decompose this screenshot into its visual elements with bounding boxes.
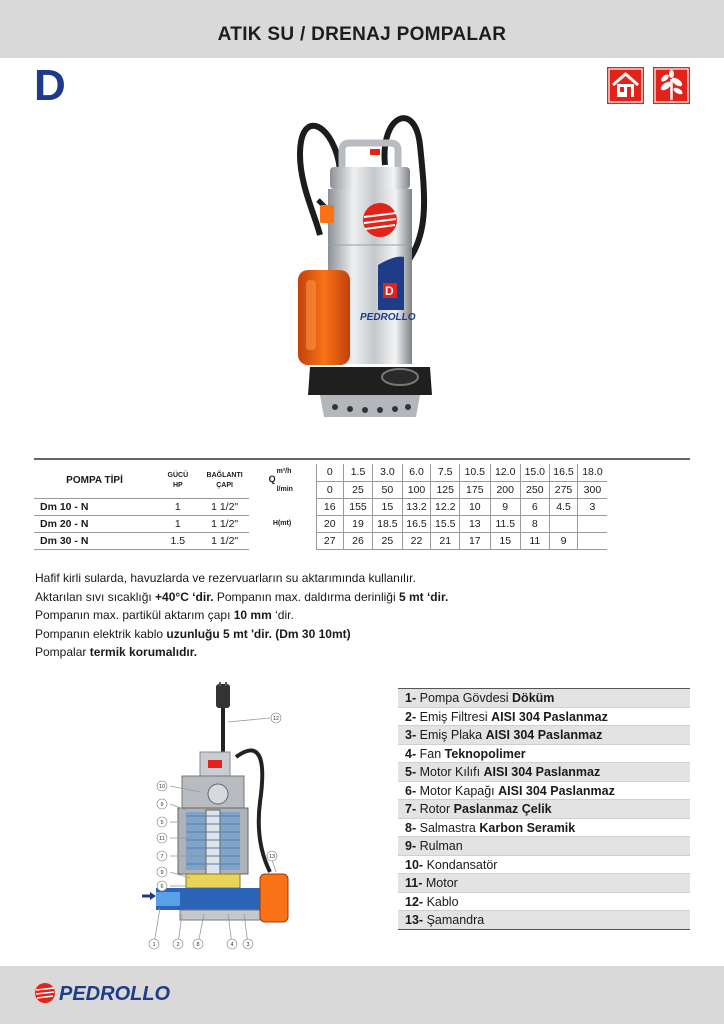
- hp-cell: 1: [155, 498, 201, 515]
- table-header-row-1: [34, 464, 690, 481]
- list-item: [398, 856, 690, 875]
- part-number: 3-: [405, 728, 417, 742]
- description-line: [35, 643, 695, 662]
- power-header-unit: HP: [172, 481, 183, 489]
- house-icon: [607, 67, 644, 104]
- part-material: Karbon Seramik: [479, 820, 576, 835]
- part-number: 11-: [405, 876, 423, 890]
- table-spacer-cell: [607, 498, 690, 515]
- flow-label: Q: [268, 474, 276, 484]
- part-number: 7-: [405, 802, 417, 816]
- callout-label: 4: [230, 942, 234, 948]
- part-material: Döküm: [512, 691, 555, 705]
- part-material: Paslanmaz Çelik: [453, 802, 552, 816]
- flow-header: [249, 464, 316, 498]
- table-top-rule: [34, 458, 690, 460]
- head-cell: 27: [316, 532, 343, 549]
- q-lmin-cell: 250: [520, 481, 549, 498]
- part-name: Rotor: [419, 802, 454, 816]
- q-lmin-cell: 175: [460, 481, 490, 498]
- description-line-text: Pompanın max. partikül aktarım çapı: [35, 608, 234, 622]
- part-number: 2-: [405, 709, 417, 724]
- head-cell: 6: [520, 498, 549, 515]
- hp-cell: 1: [155, 515, 201, 532]
- description-line-bold: 5 mt ‘dir.: [398, 589, 449, 604]
- part-number: 12-: [405, 894, 424, 909]
- callout-label: 6: [160, 884, 164, 890]
- head-cell: 15.5: [431, 515, 460, 532]
- head-cell: 25: [373, 532, 403, 549]
- part-material: AISI 304 Paslanmaz: [483, 765, 601, 779]
- badge-letter: D: [385, 284, 394, 298]
- connection-header: [201, 464, 249, 498]
- description-line-text: Hafif kirli sularda, havuzlarda ve rezervuarların su aktarımında kullanılır.: [35, 571, 416, 585]
- pedrollo-logo: [33, 978, 183, 1006]
- callout-label: 12: [272, 716, 280, 722]
- footer-brand-text: PEDROLLO: [59, 983, 171, 1005]
- callout-label: 10: [158, 784, 166, 790]
- part-number: 13-: [405, 913, 424, 927]
- list-item: [398, 911, 690, 930]
- list-item: [398, 893, 690, 912]
- table-spacer-cell: [607, 515, 690, 532]
- head-cell: 15: [490, 532, 520, 549]
- head-cell: 13.2: [402, 498, 431, 515]
- head-cell: 22: [402, 532, 431, 549]
- model-cell: Dm 30 - N: [34, 532, 155, 549]
- description-line-bold: uzunluğu 5 mt 'dir. (Dm 30 10mt): [166, 626, 351, 641]
- power-header: [155, 464, 201, 498]
- head-cell: 3: [578, 498, 607, 515]
- description-line-bold: 10 mm: [233, 608, 272, 622]
- list-item: [398, 800, 690, 819]
- part-name: Fan: [419, 746, 445, 761]
- q-m3h-cell: 16.5: [549, 464, 578, 481]
- q-lmin-cell: 200: [490, 481, 520, 498]
- part-material: AISI 304 Paslanmaz: [491, 709, 608, 724]
- part-name: Emiş Filtresi: [419, 709, 492, 724]
- connection-cell: 1 1/2": [201, 515, 249, 532]
- head-cell: 11: [520, 532, 549, 549]
- callout-label: 11: [159, 836, 165, 842]
- part-material: Teknopolimer: [444, 746, 526, 761]
- page-title: ATIK SU / DRENAJ POMPALAR: [217, 24, 507, 45]
- pump-product-image: [280, 105, 460, 430]
- q-m3h-cell: 3.0: [373, 464, 403, 481]
- part-name: Şamandra: [426, 913, 485, 927]
- q-lmin-cell: 275: [549, 481, 578, 498]
- head-cell: 13: [460, 515, 490, 532]
- q-lmin-cell: 100: [402, 481, 431, 498]
- part-name: Motor Kılıfı: [419, 765, 484, 779]
- head-label: H(mt): [272, 520, 292, 527]
- part-name: Motor: [425, 876, 458, 890]
- head-cell: [578, 532, 607, 549]
- description-line: [35, 625, 695, 644]
- q-lmin-cell: 25: [343, 481, 372, 498]
- table-row: [34, 515, 690, 532]
- list-item: [398, 837, 690, 856]
- head-cell: [578, 515, 607, 532]
- part-name: Rulman: [419, 839, 463, 853]
- list-item: [398, 689, 690, 708]
- part-number: 9-: [405, 839, 417, 853]
- part-number: 4-: [405, 746, 417, 761]
- table-row: [34, 532, 690, 549]
- q-m3h-cell: 18.0: [578, 464, 607, 481]
- table-row: [34, 498, 690, 515]
- callout-label: 3: [246, 942, 250, 948]
- part-material: AISI 304 Paslanmaz: [498, 783, 615, 798]
- head-cell: 16.5: [402, 515, 431, 532]
- q-lmin-cell: 0: [316, 481, 343, 498]
- callout-label: 2: [176, 942, 180, 948]
- model-cell: Dm 20 - N: [34, 515, 155, 532]
- head-cell: 26: [343, 532, 372, 549]
- part-number: 8-: [405, 820, 417, 835]
- q-lmin-cell: 125: [431, 481, 460, 498]
- q-lmin-cell: 300: [578, 481, 607, 498]
- list-item: [398, 745, 690, 764]
- part-number: 10-: [405, 857, 424, 872]
- part-name: Kablo: [426, 894, 459, 909]
- part-number: 6-: [405, 783, 417, 798]
- series-letter: D: [34, 61, 66, 110]
- q-m3h-cell: 6.0: [402, 464, 431, 481]
- q-m3h-cell: 7.5: [431, 464, 460, 481]
- callout-label: 9: [160, 802, 164, 808]
- head-cell: 15: [373, 498, 403, 515]
- head-cell: 20: [316, 515, 343, 532]
- callout-label: 1: [152, 942, 156, 948]
- head-cell: 21: [431, 532, 460, 549]
- description-line-text: Pompalar: [35, 645, 90, 659]
- part-name: Motor Kapağı: [419, 783, 499, 798]
- list-item: [398, 763, 690, 782]
- callout-label: 5: [160, 820, 164, 826]
- connection-header-unit: ÇAPI: [216, 481, 233, 489]
- model-cell: Dm 10 - N: [34, 498, 155, 515]
- power-header-label: GÜCÜ: [167, 471, 189, 479]
- brand-text: PEDROLLO: [360, 312, 416, 323]
- pump-type-header: POMPA TİPİ: [34, 464, 155, 498]
- head-cell: 9: [490, 498, 520, 515]
- description-line-text: Aktarılan sıvı sıcaklığı: [35, 589, 156, 604]
- callout-label: 8: [196, 942, 200, 948]
- description-line-text: ‘dir.: [271, 608, 294, 622]
- list-item: [398, 708, 690, 727]
- part-name: Pompa Gövdesi: [419, 691, 513, 705]
- q-m3h-cell: 0: [316, 464, 343, 481]
- description-line-text: Pompanın elektrik kablo: [35, 626, 167, 641]
- q-m3h-cell: 15.0: [520, 464, 549, 481]
- head-cell: 18.5: [373, 515, 403, 532]
- pump-cutaway-diagram: [120, 682, 295, 952]
- head-cell: 11.5: [490, 515, 520, 532]
- head-cell: 4.5: [549, 498, 578, 515]
- callout-label: 9: [160, 870, 164, 876]
- part-material: AISI 304 Paslanmaz: [485, 728, 603, 742]
- table-spacer-cell: [607, 464, 690, 481]
- description-line-text: Pompanın max. daldırma derinliği: [213, 589, 399, 604]
- flow-unit-lmin: l/min: [276, 486, 293, 493]
- description-line-bold: termik korumalıdır.: [89, 645, 198, 659]
- part-number: 5-: [405, 765, 417, 779]
- part-name: Kondansatör: [426, 857, 498, 872]
- head-cell: 17: [460, 532, 490, 549]
- connection-cell: 1 1/2": [201, 532, 249, 549]
- flow-unit-m3h: m³/h: [276, 468, 292, 475]
- description-text: [35, 569, 695, 662]
- head-cell: 16: [316, 498, 343, 515]
- part-number: 1-: [405, 691, 417, 705]
- description-line: [35, 569, 695, 588]
- head-cell: 19: [343, 515, 372, 532]
- description-line-bold: +40°C ‘dir.: [155, 589, 214, 604]
- head-cell: 12.2: [431, 498, 460, 515]
- hp-cell: 1.5: [155, 532, 201, 549]
- head-cell: [549, 515, 578, 532]
- description-line: [35, 606, 695, 625]
- list-item: [398, 819, 690, 838]
- part-name: Salmastra: [419, 820, 480, 835]
- plant-icon: [653, 67, 690, 104]
- q-m3h-cell: 1.5: [343, 464, 372, 481]
- parts-list: [398, 688, 690, 930]
- head-cell: 8: [520, 515, 549, 532]
- q-m3h-cell: 10.5: [460, 464, 490, 481]
- list-item: [398, 782, 690, 801]
- q-m3h-cell: 12.0: [490, 464, 520, 481]
- connection-cell: 1 1/2": [201, 498, 249, 515]
- table-spacer-cell: [607, 532, 690, 549]
- head-cell: 155: [343, 498, 372, 515]
- head-cell: 9: [549, 532, 578, 549]
- part-name: Emiş Plaka: [419, 728, 486, 742]
- callout-label: 13: [268, 854, 276, 860]
- description-line: [35, 588, 695, 607]
- table-spacer-cell: [607, 481, 690, 498]
- connection-header-label: BAĞLANTI: [206, 471, 243, 479]
- list-item: [398, 874, 690, 893]
- head-cell: 10: [460, 498, 490, 515]
- callout-label: 7: [160, 854, 164, 860]
- q-lmin-cell: 50: [373, 481, 403, 498]
- list-item: [398, 726, 690, 745]
